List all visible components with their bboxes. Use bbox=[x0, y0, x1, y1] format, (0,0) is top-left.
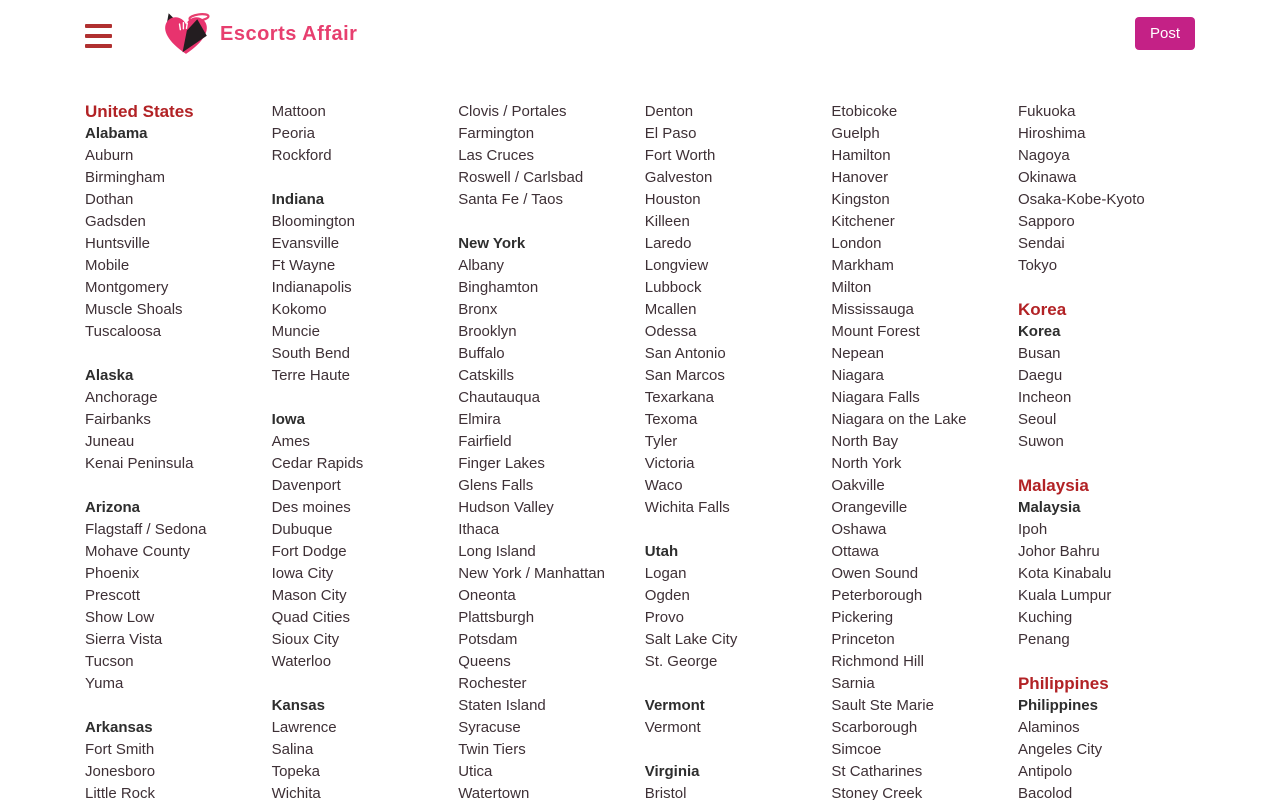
city-link[interactable]: Kenai Peninsula bbox=[85, 455, 194, 472]
city-link[interactable]: Mcallen bbox=[644, 301, 697, 318]
city-link[interactable]: Elmira bbox=[458, 411, 501, 428]
city-link[interactable]: Brooklyn bbox=[458, 323, 517, 340]
city-link[interactable]: Twin Tiers bbox=[458, 741, 526, 758]
state-header: Arizona bbox=[85, 499, 141, 516]
city-link[interactable]: Des moines bbox=[271, 499, 351, 516]
city-link[interactable]: Bloomington bbox=[271, 213, 355, 230]
city-link[interactable]: Nagoya bbox=[1017, 147, 1070, 164]
directory-column-3 bbox=[458, 101, 645, 800]
city-link[interactable]: Catskills bbox=[458, 367, 515, 384]
city-link[interactable]: Antipolo bbox=[1017, 763, 1073, 780]
city-link[interactable]: Niagara Falls bbox=[831, 389, 920, 406]
city-link[interactable]: Jonesboro bbox=[85, 763, 156, 780]
city-link[interactable]: Kuala Lumpur bbox=[1017, 587, 1112, 604]
post-button[interactable]: Post bbox=[1135, 17, 1195, 50]
city-link[interactable]: North York bbox=[831, 455, 902, 472]
city-link[interactable]: Longview bbox=[644, 257, 709, 274]
city-link[interactable]: Kokomo bbox=[271, 301, 327, 318]
city-link[interactable]: Niagara bbox=[831, 367, 884, 384]
city-link[interactable]: Santa Fe / Taos bbox=[458, 191, 563, 208]
heart-devil-logo-icon bbox=[160, 11, 212, 57]
city-link[interactable]: Cedar Rapids bbox=[271, 455, 364, 472]
city-directory bbox=[0, 101, 1280, 800]
city-link[interactable]: Albany bbox=[458, 257, 505, 274]
city-link[interactable]: Bristol bbox=[644, 785, 687, 800]
city-link[interactable]: Suwon bbox=[1017, 433, 1064, 450]
city-link[interactable]: Finger Lakes bbox=[458, 455, 545, 472]
city-link[interactable]: Houston bbox=[644, 191, 701, 208]
city-link[interactable]: Evansville bbox=[271, 235, 340, 252]
city-group bbox=[458, 233, 635, 800]
city-link[interactable]: Fukuoka bbox=[1017, 103, 1076, 120]
city-link[interactable]: Oneonta bbox=[458, 587, 516, 604]
city-link[interactable]: Tyler bbox=[644, 433, 678, 450]
state-header: Iowa bbox=[271, 411, 305, 428]
city-link[interactable]: Tucson bbox=[85, 653, 134, 670]
city-link[interactable]: St Catharines bbox=[831, 763, 923, 780]
city-link[interactable]: Scarborough bbox=[831, 719, 918, 736]
city-link[interactable]: Oakville bbox=[831, 477, 885, 494]
city-group bbox=[458, 101, 635, 211]
city-link[interactable]: Utica bbox=[458, 763, 493, 780]
city-link[interactable]: South Bend bbox=[271, 345, 350, 362]
state-header: Vermont bbox=[644, 697, 705, 714]
city-link[interactable]: Huntsville bbox=[85, 235, 151, 252]
country-header: Malaysia bbox=[1017, 476, 1089, 495]
city-link[interactable]: Niagara on the Lake bbox=[831, 411, 967, 428]
city-link[interactable]: Fort Dodge bbox=[271, 543, 347, 560]
city-group bbox=[272, 101, 449, 167]
city-link[interactable]: Show Low bbox=[85, 609, 155, 626]
city-link[interactable]: Tuscaloosa bbox=[85, 323, 162, 340]
city-link[interactable]: Killeen bbox=[644, 213, 690, 230]
city-link[interactable]: Buffalo bbox=[458, 345, 505, 362]
city-link[interactable]: New York / Manhattan bbox=[458, 565, 605, 582]
city-group bbox=[645, 101, 822, 519]
city-link[interactable]: Ft Wayne bbox=[271, 257, 336, 274]
city-link[interactable]: Flagstaff / Sedona bbox=[85, 521, 207, 538]
city-link[interactable]: Auburn bbox=[85, 147, 134, 164]
country-header: United States bbox=[85, 102, 194, 121]
state-header: Philippines bbox=[1017, 697, 1098, 714]
state-header: Korea bbox=[1017, 323, 1061, 340]
city-link[interactable]: Las Cruces bbox=[458, 147, 535, 164]
city-link[interactable]: Staten Island bbox=[458, 697, 546, 714]
city-link[interactable]: Bronx bbox=[458, 301, 498, 318]
city-link[interactable]: North Bay bbox=[831, 433, 899, 450]
city-link[interactable]: Sapporo bbox=[1017, 213, 1075, 230]
city-link[interactable]: Hiroshima bbox=[1017, 125, 1086, 142]
city-link[interactable]: Waco bbox=[644, 477, 683, 494]
city-link[interactable]: Glens Falls bbox=[458, 477, 534, 494]
city-link[interactable]: Hudson Valley bbox=[458, 499, 554, 516]
city-link[interactable]: Yuma bbox=[85, 675, 124, 692]
city-link[interactable]: Kitchener bbox=[831, 213, 895, 230]
city-link[interactable]: Lawrence bbox=[271, 719, 337, 736]
city-link[interactable]: Vermont bbox=[644, 719, 701, 736]
city-link[interactable]: Johor Bahru bbox=[1017, 543, 1100, 560]
city-link[interactable]: Sault Ste Marie bbox=[831, 697, 934, 714]
city-link[interactable]: Mason City bbox=[271, 587, 347, 604]
city-link[interactable]: Stoney Creek bbox=[831, 785, 923, 800]
city-link[interactable]: Seoul bbox=[1017, 411, 1057, 428]
city-link[interactable]: Ogden bbox=[644, 587, 690, 604]
state-header: Utah bbox=[644, 543, 679, 560]
city-link[interactable]: Birmingham bbox=[85, 169, 166, 186]
city-link[interactable]: Potsdam bbox=[458, 631, 518, 648]
city-link[interactable]: Wichita Falls bbox=[644, 499, 730, 516]
city-link[interactable]: Syracuse bbox=[458, 719, 521, 736]
city-link[interactable]: Princeton bbox=[831, 631, 895, 648]
city-link[interactable]: Kingston bbox=[831, 191, 890, 208]
city-link[interactable]: Sarnia bbox=[831, 675, 875, 692]
city-link[interactable]: Kota Kinabalu bbox=[1017, 565, 1112, 582]
city-link[interactable]: Alaminos bbox=[1017, 719, 1080, 736]
city-link[interactable]: Binghamton bbox=[458, 279, 539, 296]
city-link[interactable]: Plattsburgh bbox=[458, 609, 535, 626]
state-header: Indiana bbox=[271, 191, 325, 208]
city-link[interactable]: Odessa bbox=[644, 323, 697, 340]
city-link[interactable]: Etobicoke bbox=[831, 103, 898, 120]
city-group bbox=[645, 761, 822, 800]
city-link[interactable]: Mount Forest bbox=[831, 323, 920, 340]
directory-column-5 bbox=[831, 101, 1018, 800]
city-group bbox=[85, 717, 262, 800]
city-link[interactable]: Davenport bbox=[271, 477, 341, 494]
city-link[interactable]: Salt Lake City bbox=[644, 631, 738, 648]
city-link[interactable]: Fairbanks bbox=[85, 411, 151, 428]
state-header: Alabama bbox=[85, 125, 148, 142]
city-link[interactable]: Angeles City bbox=[1017, 741, 1103, 758]
city-link[interactable]: Mattoon bbox=[271, 103, 326, 120]
city-link[interactable]: Sendai bbox=[1017, 235, 1065, 252]
city-link[interactable]: Kuching bbox=[1017, 609, 1073, 626]
state-header: Malaysia bbox=[1017, 499, 1081, 516]
city-link[interactable]: El Paso bbox=[644, 125, 697, 142]
city-link[interactable]: Topeka bbox=[271, 763, 320, 780]
city-link[interactable]: Hamilton bbox=[831, 147, 891, 164]
city-group bbox=[272, 695, 449, 800]
city-link[interactable]: Oshawa bbox=[831, 521, 887, 538]
city-link[interactable]: Terre Haute bbox=[271, 367, 350, 384]
city-link[interactable]: Phoenix bbox=[85, 565, 140, 582]
city-group bbox=[272, 409, 449, 673]
city-link[interactable]: Orangeville bbox=[831, 499, 908, 516]
city-link[interactable]: Okinawa bbox=[1017, 169, 1077, 186]
city-group bbox=[85, 365, 262, 475]
city-link[interactable]: Salina bbox=[271, 741, 314, 758]
city-link[interactable]: Denton bbox=[644, 103, 694, 120]
city-link[interactable]: Prescott bbox=[85, 587, 141, 604]
city-group bbox=[1018, 475, 1195, 651]
city-link[interactable]: Anchorage bbox=[85, 389, 158, 406]
city-link[interactable]: Roswell / Carlsbad bbox=[458, 169, 584, 186]
country-header: Philippines bbox=[1017, 674, 1109, 693]
city-link[interactable]: Iowa City bbox=[271, 565, 334, 582]
state-header: Kansas bbox=[271, 697, 325, 714]
city-group bbox=[831, 101, 1008, 800]
city-link[interactable]: Sierra Vista bbox=[85, 631, 163, 648]
city-link[interactable]: Fort Smith bbox=[85, 741, 155, 758]
state-header: Arkansas bbox=[85, 719, 153, 736]
directory-column-4 bbox=[645, 101, 832, 800]
city-link[interactable]: Milton bbox=[831, 279, 872, 296]
city-link[interactable]: Long Island bbox=[458, 543, 536, 560]
city-link[interactable]: Bacolod bbox=[1017, 785, 1073, 800]
city-link[interactable]: Texarkana bbox=[644, 389, 714, 406]
site-logo[interactable] bbox=[160, 11, 357, 57]
country-header: Korea bbox=[1017, 300, 1067, 319]
city-link[interactable]: Busan bbox=[1017, 345, 1061, 362]
city-link[interactable]: Dubuque bbox=[271, 521, 333, 538]
city-link[interactable]: Gadsden bbox=[85, 213, 146, 230]
city-link[interactable]: Owen Sound bbox=[831, 565, 919, 582]
city-link[interactable]: Montgomery bbox=[85, 279, 169, 296]
city-link[interactable]: Daegu bbox=[1017, 367, 1063, 384]
city-link[interactable]: Fort Worth bbox=[644, 147, 716, 164]
directory-column-2 bbox=[272, 101, 459, 800]
city-link[interactable]: St. George bbox=[644, 653, 718, 670]
city-link[interactable]: Guelph bbox=[831, 125, 880, 142]
city-link[interactable]: Richmond Hill bbox=[831, 653, 924, 670]
city-link[interactable]: Clovis / Portales bbox=[458, 103, 567, 120]
city-group bbox=[645, 541, 822, 673]
city-link[interactable]: Ames bbox=[271, 433, 310, 450]
city-link[interactable]: Rockford bbox=[271, 147, 332, 164]
city-link[interactable]: Ipoh bbox=[1017, 521, 1048, 538]
city-link[interactable]: Simcoe bbox=[831, 741, 882, 758]
city-link[interactable]: Ottawa bbox=[831, 543, 879, 560]
city-link[interactable]: Hanover bbox=[831, 169, 889, 186]
city-group bbox=[1018, 299, 1195, 453]
hamburger-menu-icon[interactable] bbox=[85, 24, 112, 48]
city-link[interactable]: Quad Cities bbox=[271, 609, 350, 626]
city-link[interactable]: Laredo bbox=[644, 235, 692, 252]
city-link[interactable]: Logan bbox=[644, 565, 687, 582]
city-link[interactable]: San Marcos bbox=[644, 367, 725, 384]
city-group bbox=[1018, 101, 1195, 277]
city-link[interactable]: Osaka-Kobe-Kyoto bbox=[1017, 191, 1145, 208]
city-link[interactable]: Rochester bbox=[458, 675, 527, 692]
city-link[interactable]: Dothan bbox=[85, 191, 134, 208]
city-link[interactable]: Farmington bbox=[458, 125, 535, 142]
city-group bbox=[1018, 673, 1195, 800]
city-link[interactable]: Little Rock bbox=[85, 785, 156, 800]
state-header: Alaska bbox=[85, 367, 134, 384]
directory-column-1 bbox=[85, 101, 272, 800]
city-group bbox=[272, 189, 449, 387]
city-group bbox=[645, 695, 822, 739]
city-link[interactable]: San Antonio bbox=[644, 345, 726, 362]
city-link[interactable]: Muncie bbox=[271, 323, 320, 340]
top-header bbox=[0, 0, 1280, 68]
city-link[interactable]: Pickering bbox=[831, 609, 894, 626]
city-link[interactable]: Waterloo bbox=[271, 653, 332, 670]
directory-column-6 bbox=[1018, 101, 1205, 800]
city-link[interactable]: Fairfield bbox=[458, 433, 512, 450]
city-link[interactable]: Victoria bbox=[644, 455, 695, 472]
city-link[interactable]: London bbox=[831, 235, 882, 252]
logo-text: Escorts Affair bbox=[220, 22, 358, 45]
city-link[interactable]: Galveston bbox=[644, 169, 713, 186]
city-group bbox=[85, 497, 262, 695]
city-link[interactable]: Juneau bbox=[85, 433, 135, 450]
city-link[interactable]: Penang bbox=[1017, 631, 1070, 648]
city-link[interactable]: Ithaca bbox=[458, 521, 500, 538]
city-link[interactable]: Incheon bbox=[1017, 389, 1072, 406]
city-link[interactable]: Markham bbox=[831, 257, 894, 274]
state-header: New York bbox=[458, 235, 526, 252]
city-link[interactable]: Queens bbox=[458, 653, 511, 670]
city-link[interactable]: Indianapolis bbox=[271, 279, 352, 296]
city-link[interactable]: Wichita bbox=[271, 785, 321, 800]
city-link[interactable]: Mobile bbox=[85, 257, 130, 274]
city-link[interactable]: Mississauga bbox=[831, 301, 914, 318]
city-link[interactable]: Tokyo bbox=[1017, 257, 1058, 274]
state-header: Virginia bbox=[644, 763, 700, 780]
city-link[interactable]: Texoma bbox=[644, 411, 698, 428]
city-link[interactable]: Sioux City bbox=[271, 631, 340, 648]
city-link[interactable]: Peoria bbox=[271, 125, 315, 142]
city-link[interactable]: Nepean bbox=[831, 345, 884, 362]
city-link[interactable]: Provo bbox=[644, 609, 684, 626]
city-link[interactable]: Peterborough bbox=[831, 587, 923, 604]
city-group bbox=[85, 101, 262, 343]
city-link[interactable]: Lubbock bbox=[644, 279, 702, 296]
city-link[interactable]: Mohave County bbox=[85, 543, 191, 560]
city-link[interactable]: Chautauqua bbox=[458, 389, 540, 406]
city-link[interactable]: Watertown bbox=[458, 785, 530, 800]
city-link[interactable]: Muscle Shoals bbox=[85, 301, 183, 318]
